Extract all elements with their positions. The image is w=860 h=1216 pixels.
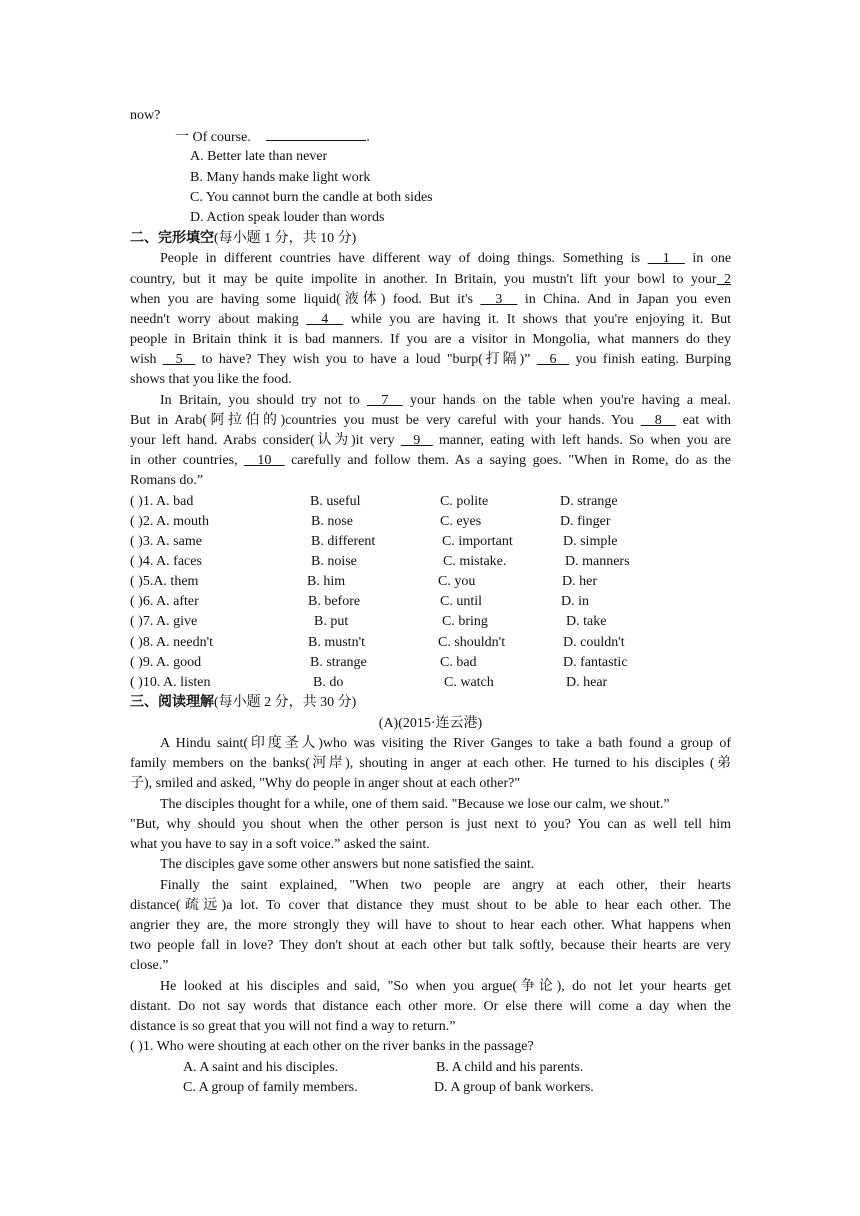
text: carefully and follow them. As a saying goes. "When in Rome, do as the: [291, 453, 732, 468]
cloze-question-4: [130, 552, 731, 572]
option-d: D. A group of bank workers.: [434, 1080, 594, 1095]
cloze-p2-line2: [130, 411, 731, 431]
text: when you are having some liquid(液体) food. But it's: [130, 292, 473, 307]
text: manner, eating with left hands. So when you are: [439, 433, 732, 448]
cloze-p2-line1: [130, 391, 731, 411]
cloze-p1-line7: shows that you like the food.: [130, 372, 292, 387]
text: in China. And in Japan you even: [524, 292, 732, 307]
cloze-p1-line6: [130, 350, 731, 370]
option-c: C. A group of family members.: [183, 1080, 358, 1095]
blank-10: [244, 453, 284, 468]
blank-7: [367, 393, 403, 408]
option-d: D. take: [566, 614, 607, 629]
heading-bold: 三、阅读理解: [130, 695, 214, 710]
blank-1: [648, 251, 685, 266]
option-d: D. her: [562, 574, 597, 589]
question-stem: ( )2. A. mouth: [130, 514, 209, 529]
text: in one: [692, 251, 732, 266]
option-b: B. strange: [310, 655, 367, 670]
cloze-p1-line3: [130, 290, 731, 310]
cloze-question-10: [130, 673, 731, 693]
blank-3: [480, 292, 517, 307]
cloze-question-5: [130, 572, 731, 592]
cloze-p1-line5: people in Britain think it is bad manners. If you are a visitor in Mongolia, what manners do they: [130, 332, 731, 347]
cloze-question-2: [130, 512, 731, 532]
option-b: B. him: [307, 574, 346, 589]
option-b: B. different: [311, 534, 376, 549]
option-d: D. manners: [565, 554, 630, 569]
option-c: C. eyes: [440, 514, 482, 529]
blank-2: [717, 272, 731, 287]
option-b: B. do: [313, 675, 344, 690]
passage-line: distance is so great that you will not find a way to return.”: [130, 1019, 456, 1034]
option-d: D. in: [561, 594, 589, 609]
text: eat with: [682, 413, 732, 428]
passage-title: (A)(2015·连云港): [378, 716, 483, 731]
passage-line: The disciples gave some other answers but none satisfied the saint.: [160, 857, 535, 872]
question-tail: now?: [130, 108, 161, 123]
cloze-question-1: [130, 492, 731, 512]
answer-blank: [266, 127, 366, 141]
text: In Britain, you should try not to: [160, 393, 360, 408]
cloze-p1-line1: [130, 249, 731, 269]
cloze-p1-line2: [130, 270, 731, 290]
passage-line: angrier they are, the more strongly they will have to shout to hear each other. What happens when: [130, 918, 731, 933]
blank-number: 8: [654, 413, 662, 428]
question-stem: ( )8. A. needn't: [130, 635, 214, 650]
option-b: B. Many hands make light work: [190, 170, 371, 185]
answer-line: [175, 127, 776, 147]
passage-line: what you have to say in a soft voice.” asked the saint.: [130, 837, 430, 852]
passage-line: close.”: [130, 958, 169, 973]
question-stem: ( )1. A. bad: [130, 494, 194, 509]
option-c: C. until: [440, 594, 483, 609]
question-stem: ( )4. A. faces: [130, 554, 202, 569]
option-c: C. mistake.: [443, 554, 507, 569]
text: you finish eating. Burping: [575, 352, 732, 367]
option-a: A. A saint and his disciples.: [183, 1060, 339, 1075]
cloze-p2-line5: Romans do.”: [130, 473, 204, 488]
blank-number: 7: [381, 393, 389, 408]
option-c: C. important: [442, 534, 513, 549]
reading-question-1: ( )1. Who were shouting at each other on the river banks in the passage?: [130, 1039, 534, 1054]
blank-6: [537, 352, 569, 367]
question-stem: ( )10. A. listen: [130, 675, 211, 690]
option-c: C. You cannot burn the candle at both sides: [190, 190, 433, 205]
cloze-p2-line3: [130, 431, 731, 451]
blank-number: 5: [175, 352, 183, 367]
blank-number: 9: [413, 433, 421, 448]
answer-prefix: 一 Of course.: [175, 130, 251, 145]
passage-line: family members on the banks(河岸), shouting in anger at each other. He turned to his disciples (弟: [130, 756, 731, 771]
option-b: B. nose: [311, 514, 353, 529]
blank-8: [641, 413, 676, 428]
option-d: D. simple: [563, 534, 618, 549]
option-c: C. bad: [440, 655, 477, 670]
reading-q1-options-row2: [183, 1078, 613, 1098]
cloze-question-8: [130, 633, 731, 653]
option-d: D. strange: [560, 494, 618, 509]
option-c: C. shouldn't: [438, 635, 506, 650]
text: wish: [130, 352, 157, 367]
text: People in different countries have different way of doing things. Something is: [160, 251, 641, 266]
option-c: C. polite: [440, 494, 489, 509]
option-c: C. watch: [444, 675, 494, 690]
option-c: C. bring: [442, 614, 488, 629]
text: while you are having it. It shows that you're enjoying it. But: [350, 312, 732, 327]
blank-number: 2: [724, 272, 732, 287]
cloze-question-6: [130, 592, 731, 612]
question-stem: ( )9. A. good: [130, 655, 202, 670]
cloze-question-3: [130, 532, 731, 552]
passage-line: A Hindu saint(印度圣人)who was visiting the River Ganges to take a bath found a group of: [160, 736, 731, 751]
text: But in Arab(阿拉伯的)countries you must be very careful with your hands. You: [130, 413, 634, 428]
option-b: B. A child and his parents.: [436, 1060, 584, 1075]
option-b: B. noise: [311, 554, 357, 569]
option-b: B. useful: [310, 494, 361, 509]
option-d: D. fantastic: [563, 655, 628, 670]
question-stem: ( )6. A. after: [130, 594, 199, 609]
heading-rest: (每小题 2 分，共 30 分): [214, 695, 357, 710]
option-d: D. finger: [560, 514, 611, 529]
passage-line: "But, why should you shout when the other person is just next to you? You can as well tell him: [130, 817, 731, 832]
blank-5: [163, 352, 195, 367]
passage-line: 子), smiled and asked, "Why do people in anger shout at each other?": [130, 776, 521, 791]
passage-line: Finally the saint explained, "When two people are angry at each other, their hearts: [160, 878, 731, 893]
section-heading-cloze: [130, 229, 731, 249]
blank-number: 1: [662, 251, 670, 266]
blank-number: 10: [257, 453, 272, 468]
cloze-p1-line4: [130, 310, 731, 330]
passage-line: distance(疏远)a lot. To cover that distance they must shout to be able to hear each other. The: [130, 898, 731, 913]
option-b: B. put: [314, 614, 349, 629]
option-b: B. mustn't: [308, 635, 365, 650]
question-stem: ( )7. A. give: [130, 614, 198, 629]
text: in other countries,: [130, 453, 238, 468]
option-b: B. before: [308, 594, 361, 609]
passage-line: The disciples thought for a while, one of them said. "Because we lose our calm, we shout.”: [160, 797, 670, 812]
cloze-question-7: [130, 612, 731, 632]
option-c: C. you: [438, 574, 476, 589]
blank-number: 3: [495, 292, 503, 307]
reading-q1-options-row1: [183, 1058, 603, 1078]
text: your left hand. Arabs consider(认为)it very: [130, 433, 395, 448]
heading-rest: (每小题 1 分，共 10 分): [214, 231, 357, 246]
blank-4: [306, 312, 343, 327]
heading-bold: 二、完形填空: [130, 231, 214, 246]
answer-suffix: .: [366, 130, 370, 145]
passage-line: distant. Do not say words that distance each other more. Or else there will come a day when the: [130, 999, 731, 1014]
passage-line: two people fall in love? They don't shout at each other but talk softly, because their hearts are very: [130, 938, 731, 953]
text: to have? They wish you to have a loud "burp(打隔)”: [201, 352, 531, 367]
question-stem: ( )3. A. same: [130, 534, 202, 549]
option-a: A. Better late than never: [190, 149, 328, 164]
cloze-p2-line4: [130, 451, 731, 471]
option-d: D. couldn't: [563, 635, 625, 650]
blank-number: 6: [549, 352, 557, 367]
text: country, but it may be quite impolite in another. In Britain, you mustn't lift your bowl to your: [130, 272, 717, 287]
option-d: D. Action speak louder than words: [190, 210, 385, 225]
section-heading-reading: [130, 693, 731, 713]
passage-line: He looked at his disciples and said, "So when you argue(争论), do not let your hearts get: [160, 979, 731, 994]
question-stem: ( )5.A. them: [130, 574, 199, 589]
text: your hands on the table when you're having a meal.: [409, 393, 732, 408]
blank-number: 4: [321, 312, 329, 327]
cloze-question-9: [130, 653, 731, 673]
text: needn't worry about making: [130, 312, 299, 327]
option-d: D. hear: [566, 675, 608, 690]
blank-9: [401, 433, 433, 448]
